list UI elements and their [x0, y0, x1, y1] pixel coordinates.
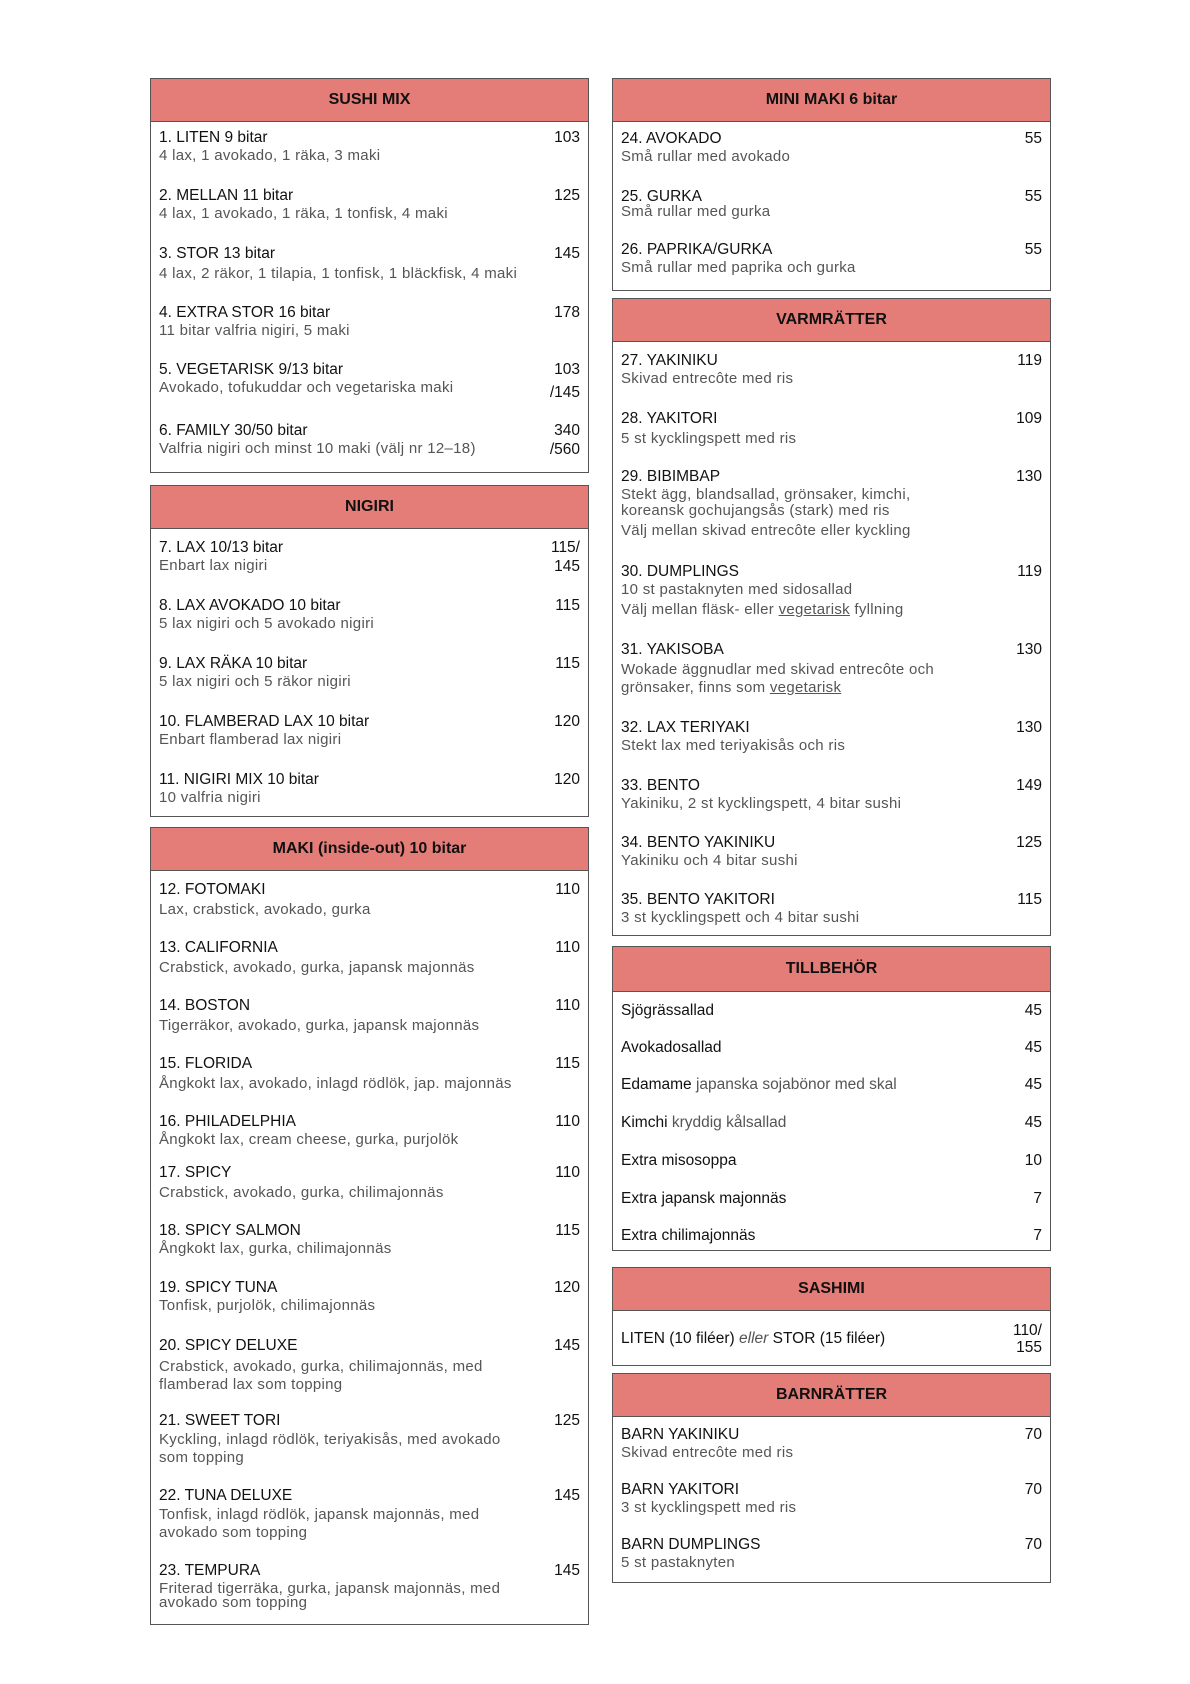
- section-header: MAKI (inside-out) 10 bitar: [151, 828, 588, 871]
- item-desc: Kyckling, inlagd rödlök, teriyakisås, med avokado: [159, 1431, 501, 1448]
- menu-item: [159, 538, 580, 596]
- barnratter-section: [612, 1373, 1051, 1583]
- item-price: 149: [1016, 777, 1042, 794]
- item-price: 70: [1024, 1536, 1042, 1553]
- item-desc: Tigerräkor, avokado, gurka, japansk majonnäs: [159, 1017, 480, 1034]
- menu-item: [621, 1217, 1042, 1255]
- item-name: 24. AVOKADO: [621, 130, 722, 147]
- item-desc: Wokade äggnudlar med skivad entrecôte och: [621, 661, 935, 678]
- menu-item: [159, 770, 580, 810]
- item-desc-line2: [621, 601, 1042, 619]
- menu-item: [159, 1336, 580, 1411]
- item-name: 35. BENTO YAKITORI: [621, 891, 775, 908]
- desc-underlined: vegetarisk: [769, 679, 842, 696]
- item-name: 4. EXTRA STOR 16 bitar: [159, 304, 331, 321]
- item-name: Extra japansk majonnäs: [621, 1189, 787, 1207]
- item-price-b: /560: [549, 441, 580, 458]
- item-price: 145: [554, 1562, 580, 1579]
- item-price: [550, 360, 580, 402]
- item-name: Avokadosallad: [621, 1038, 722, 1056]
- item-price: 110: [555, 1113, 580, 1130]
- item-name: 31. YAKISOBA: [621, 641, 724, 658]
- menu-item: [159, 244, 580, 303]
- item-price: 109: [1016, 410, 1042, 427]
- item-name: 22. TUNA DELUXE: [159, 1487, 293, 1504]
- item-price: 55: [1024, 130, 1042, 147]
- menu-item: [621, 640, 1042, 718]
- item-name: 12. FOTOMAKI: [159, 881, 266, 898]
- desc-text: grönsaker, finns som: [621, 679, 770, 696]
- item-desc: 4 lax, 2 räkor, 1 tilapia, 1 tonfisk, 1 bläckfisk, 4 maki: [159, 265, 518, 282]
- item-price: 7: [1033, 1227, 1042, 1244]
- item-desc: Tonfisk, purjolök, chilimajonnäs: [159, 1297, 376, 1314]
- item-desc-line2: [621, 679, 1042, 697]
- item-desc: 5 st pastaknyten: [621, 1554, 736, 1571]
- item-name: 5. VEGETARISK 9/13 bitar: [159, 361, 344, 378]
- item-desc: 10 valfria nigiri: [159, 789, 261, 806]
- item-desc: Ångkokt lax, cream cheese, gurka, purjolök: [159, 1131, 459, 1148]
- menu-item: [621, 1104, 1042, 1141]
- item-name-wrap: [621, 1152, 736, 1170]
- item-desc: 3 st kycklingspett och 4 bitar sushi: [621, 909, 860, 926]
- item-price: 110: [555, 1164, 580, 1181]
- item-name: BARN YAKINIKU: [621, 1426, 740, 1443]
- item-name: 25. GURKA: [621, 188, 702, 205]
- menu-item: [621, 409, 1042, 467]
- menu-item: [621, 1535, 1042, 1575]
- item-price: 115: [1017, 891, 1042, 908]
- item-desc-line2: koreansk gochujangsås (stark) med ris: [621, 502, 890, 519]
- item-desc-line2: flamberad lax som topping: [159, 1376, 343, 1393]
- menu-item: [159, 1411, 580, 1486]
- item-desc: 11 bitar valfria nigiri, 5 maki: [159, 322, 350, 339]
- item-name: 21. SWEET TORI: [159, 1412, 281, 1429]
- item-price-b: 145: [554, 558, 580, 575]
- item-price-b: 155: [1016, 1338, 1042, 1356]
- mini-maki-section: [612, 78, 1051, 291]
- sashimi-section: [612, 1267, 1051, 1366]
- item-price: 145: [554, 1487, 580, 1504]
- menu-item: [159, 712, 580, 770]
- item-name: Kimchi: [621, 1113, 668, 1131]
- item-name: BARN YAKITORI: [621, 1481, 740, 1498]
- item-desc: Crabstick, avokado, gurka, chilimajonnäs, med: [159, 1358, 483, 1375]
- item-price: 55: [1024, 188, 1042, 205]
- item-desc-line3: Välj mellan skivad entrecôte eller kyckling: [621, 522, 911, 539]
- item-name: 17. SPICY: [159, 1164, 232, 1181]
- item-name-wrap: [621, 1076, 897, 1094]
- section-header: TILLBEHÖR: [613, 947, 1050, 992]
- item-name: 30. DUMPLINGS: [621, 563, 740, 580]
- item-desc: kryddig kålsallad: [667, 1113, 787, 1131]
- item-desc: Lax, crabstick, avokado, gurka: [159, 901, 371, 918]
- menu-item: [159, 880, 580, 938]
- menu-item: [621, 467, 1042, 562]
- item-price: 120: [554, 771, 580, 788]
- item-price-b: /145: [549, 384, 580, 401]
- menu-item: [159, 128, 580, 186]
- item-price: 115: [555, 1222, 580, 1239]
- item-desc: 3 st kycklingspett med ris: [621, 1499, 797, 1516]
- item-price: 130: [1016, 719, 1042, 736]
- item-desc-line2: avokado som topping: [159, 1594, 308, 1611]
- item-name-a: LITEN (10 filéer): [621, 1329, 740, 1347]
- item-price: 120: [554, 713, 580, 730]
- menu-item: [159, 938, 580, 996]
- item-desc: Enbart flamberad lax nigiri: [159, 731, 342, 748]
- item-name: 6. FAMILY 30/50 bitar: [159, 422, 308, 439]
- item-name: 15. FLORIDA: [159, 1055, 253, 1072]
- item-desc: Små rullar med avokado: [621, 148, 791, 165]
- item-price-a: 110/: [1012, 1321, 1042, 1339]
- menu-item: [621, 1066, 1042, 1104]
- menu-item: [159, 1561, 580, 1613]
- item-name: Sjögrässallad: [621, 1001, 715, 1019]
- item-name: 1. LITEN 9 bitar: [159, 129, 268, 146]
- item-name: BARN DUMPLINGS: [621, 1536, 761, 1553]
- menu-item: [621, 562, 1042, 640]
- menu-item: [613, 1311, 1050, 1366]
- menu-item: [159, 1486, 580, 1561]
- item-price: [550, 421, 580, 459]
- item-price: 119: [1017, 563, 1042, 580]
- item-desc: Små rullar med gurka: [621, 203, 771, 220]
- item-price: 145: [554, 245, 580, 262]
- menu-item: [159, 360, 580, 421]
- item-name: 34. BENTO YAKINIKU: [621, 834, 776, 851]
- item-name-wrap: [621, 1330, 885, 1348]
- menu-item: [159, 1112, 580, 1163]
- item-name: 18. SPICY SALMON: [159, 1222, 301, 1239]
- item-price: 103: [554, 129, 580, 146]
- item-name: 11. NIGIRI MIX 10 bitar: [159, 771, 319, 788]
- item-price-a: 115/: [550, 539, 580, 556]
- menu-item: [159, 303, 580, 360]
- item-price: 115: [555, 1055, 580, 1072]
- item-name: 27. YAKINIKU: [621, 352, 718, 369]
- item-price: 55: [1024, 241, 1042, 258]
- menu-item: [621, 240, 1042, 280]
- item-price: 115: [555, 655, 580, 672]
- item-name-wrap: [621, 1002, 714, 1020]
- item-name: 3. STOR 13 bitar: [159, 245, 276, 262]
- item-price: 45: [1024, 1001, 1042, 1019]
- item-desc: Skivad entrecôte med ris: [621, 370, 794, 387]
- item-name: 23. TEMPURA: [159, 1562, 261, 1579]
- item-desc: Yakiniku och 4 bitar sushi: [621, 852, 798, 869]
- item-price: [551, 538, 580, 576]
- varmratter-section: [612, 298, 1051, 936]
- item-desc: Crabstick, avokado, gurka, chilimajonnäs: [159, 1184, 444, 1201]
- item-name: 33. BENTO: [621, 777, 700, 794]
- section-header: MINI MAKI 6 bitar: [613, 79, 1050, 122]
- item-name: 28. YAKITORI: [621, 410, 718, 427]
- menu-item: [621, 1425, 1042, 1480]
- item-desc: 10 st pastaknyten med sidosallad: [621, 581, 853, 598]
- item-price-a: 103: [554, 361, 580, 378]
- item-desc: Stekt ägg, blandsallad, grönsaker, kimchi,: [621, 486, 911, 503]
- item-price: 115: [555, 597, 580, 614]
- menu-item: [621, 833, 1042, 890]
- menu-item: [621, 718, 1042, 776]
- item-price: 178: [554, 304, 580, 321]
- menu-item: [159, 654, 580, 712]
- item-desc: japanska sojabönor med skal: [691, 1076, 897, 1093]
- menu-item: [159, 1278, 580, 1336]
- item-name-wrap: [621, 1190, 786, 1208]
- item-desc: Friterad tigerräka, gurka, japansk majonnäs, med: [159, 1580, 501, 1597]
- item-price: 125: [1016, 834, 1042, 851]
- item-name: 7. LAX 10/13 bitar: [159, 539, 284, 556]
- item-price: 110: [555, 997, 580, 1014]
- item-desc: 4 lax, 1 avokado, 1 räka, 3 maki: [159, 147, 381, 164]
- item-price: 7: [1033, 1189, 1042, 1207]
- item-desc: 5 lax nigiri och 5 räkor nigiri: [159, 673, 351, 690]
- item-price: 130: [1016, 468, 1042, 485]
- item-desc: 4 lax, 1 avokado, 1 räka, 1 tonfisk, 4 maki: [159, 205, 448, 222]
- item-name: 20. SPICY DELUXE: [159, 1337, 298, 1354]
- item-price: 145: [554, 1337, 580, 1354]
- item-desc: Skivad entrecôte med ris: [621, 1444, 794, 1461]
- item-desc: Avokado, tofukuddar och vegetariska maki: [159, 379, 454, 396]
- item-price: 45: [1024, 1113, 1042, 1131]
- item-price: 130: [1016, 641, 1042, 658]
- item-name-or: eller: [739, 1329, 769, 1347]
- item-name-wrap: [621, 1039, 722, 1057]
- item-price: 70: [1024, 1481, 1042, 1498]
- menu-item: [621, 1480, 1042, 1535]
- item-price: 110: [555, 881, 580, 898]
- desc-text: fyllning: [849, 601, 904, 618]
- menu-item: [621, 1141, 1042, 1180]
- item-desc: Yakiniku, 2 st kycklingspett, 4 bitar sushi: [621, 795, 902, 812]
- item-desc: Tonfisk, inlagd rödlök, japansk majonnäs, med: [159, 1506, 480, 1523]
- item-name: Extra chilimajonnäs: [621, 1227, 756, 1244]
- item-desc: Stekt lax med teriyakisås och ris: [621, 737, 846, 754]
- item-name: 29. BIBIMBAP: [621, 468, 721, 485]
- item-price-a: 340: [554, 422, 580, 439]
- item-name-wrap: [621, 1114, 786, 1132]
- menu-item: [621, 1029, 1042, 1066]
- item-desc-line2: avokado som topping: [159, 1524, 308, 1541]
- menu-item: [159, 1221, 580, 1278]
- item-desc: Ångkokt lax, gurka, chilimajonnäs: [159, 1240, 392, 1257]
- section-header: BARNRÄTTER: [613, 1374, 1050, 1417]
- menu-item: [621, 992, 1042, 1029]
- menu-item: [159, 596, 580, 654]
- item-desc: Crabstick, avokado, gurka, japansk majonnäs: [159, 959, 475, 976]
- menu-item: [159, 421, 580, 461]
- section-header: SASHIMI: [613, 1268, 1050, 1311]
- item-name: Extra misosoppa: [621, 1151, 737, 1169]
- menu-item: [621, 776, 1042, 833]
- item-desc: 5 st kycklingspett med ris: [621, 430, 797, 447]
- tillbehor-section: [612, 946, 1051, 1251]
- item-desc: 5 lax nigiri och 5 avokado nigiri: [159, 615, 375, 632]
- item-name: Edamame: [621, 1076, 692, 1093]
- item-name-wrap: [621, 1227, 755, 1245]
- menu-item: [159, 1163, 580, 1221]
- menu-item: [621, 890, 1042, 930]
- item-price: 125: [554, 1412, 580, 1429]
- item-price: 110: [555, 939, 580, 956]
- sushi-mix-section: [150, 78, 589, 473]
- item-name: 26. PAPRIKA/GURKA: [621, 241, 773, 258]
- item-desc: Ångkokt lax, avokado, inlagd rödlök, jap. majonnäs: [159, 1075, 512, 1092]
- menu-item: [159, 996, 580, 1054]
- menu-item: [621, 129, 1042, 187]
- nigiri-section: [150, 485, 589, 817]
- desc-text: Välj mellan fläsk- eller: [621, 601, 779, 618]
- maki-section: [150, 827, 589, 1625]
- item-name: 14. BOSTON: [159, 997, 251, 1014]
- item-price: [1013, 1322, 1042, 1356]
- section-header: NIGIRI: [151, 486, 588, 529]
- item-desc: Valfria nigiri och minst 10 maki (välj nr 12–18): [159, 440, 476, 457]
- section-header: VARMRÄTTER: [613, 299, 1050, 342]
- item-name: 19. SPICY TUNA: [159, 1279, 278, 1296]
- item-price: 125: [554, 187, 580, 204]
- menu-item: [159, 1054, 580, 1112]
- menu-item: [621, 187, 1042, 240]
- item-desc: Små rullar med paprika och gurka: [621, 259, 856, 276]
- desc-underlined: vegetarisk: [778, 601, 850, 618]
- menu-item: [621, 351, 1042, 409]
- item-name: 9. LAX RÄKA 10 bitar: [159, 655, 308, 672]
- section-header: SUSHI MIX: [151, 79, 588, 122]
- item-name: 13. CALIFORNIA: [159, 939, 278, 956]
- item-name: 8. LAX AVOKADO 10 bitar: [159, 597, 341, 614]
- item-name: 2. MELLAN 11 bitar: [159, 187, 294, 204]
- item-name: 32. LAX TERIYAKI: [621, 719, 750, 736]
- item-price: 120: [554, 1279, 580, 1296]
- item-price: 45: [1024, 1076, 1042, 1093]
- item-price: 10: [1024, 1151, 1042, 1169]
- menu-item: [621, 1180, 1042, 1217]
- item-price: 70: [1024, 1426, 1042, 1443]
- item-price: 119: [1017, 352, 1042, 369]
- item-name: 10. FLAMBERAD LAX 10 bitar: [159, 713, 370, 730]
- item-name: 16. PHILADELPHIA: [159, 1113, 296, 1130]
- item-desc: Enbart lax nigiri: [159, 557, 268, 574]
- item-name-b: STOR (15 filéer): [768, 1329, 886, 1347]
- item-desc-line2: som topping: [159, 1449, 245, 1466]
- item-price: 45: [1024, 1038, 1042, 1056]
- menu-item: [159, 186, 580, 244]
